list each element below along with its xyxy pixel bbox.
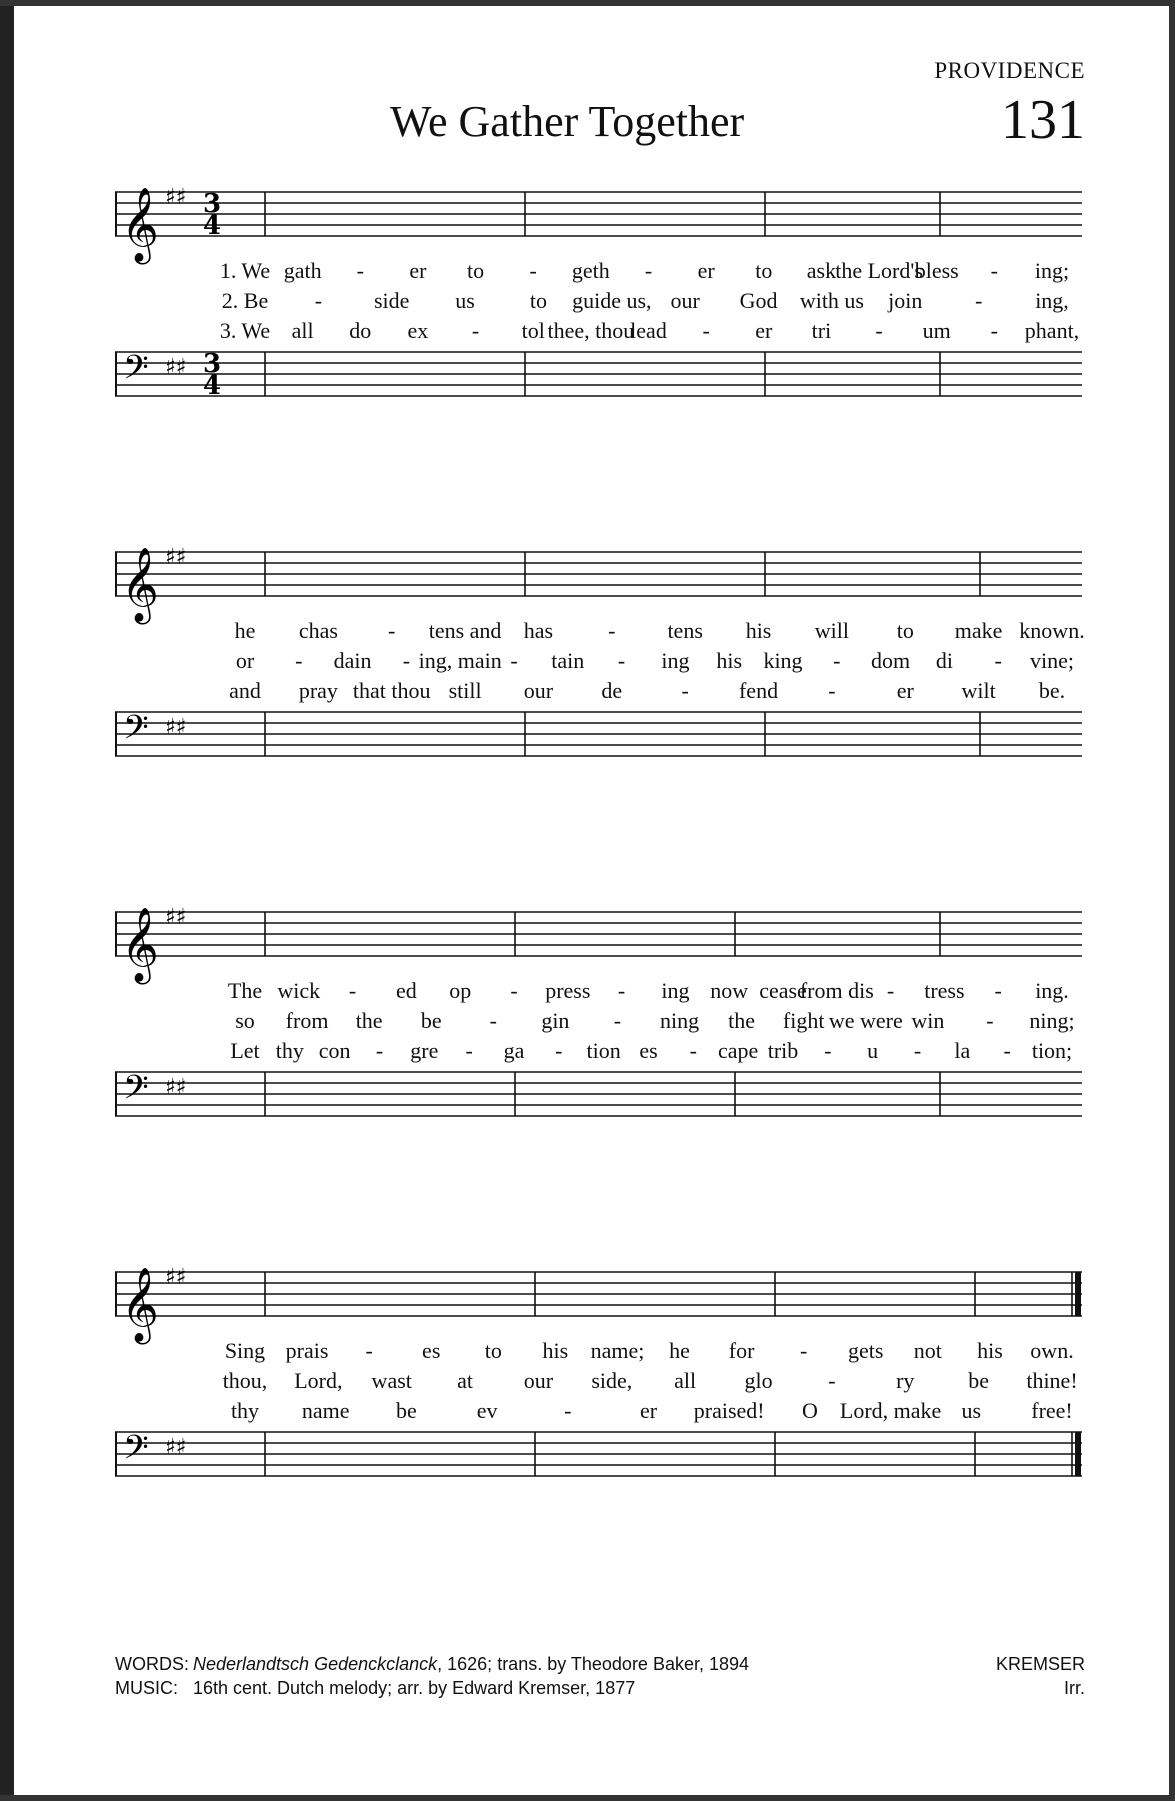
lyric-syllable: -	[702, 318, 710, 343]
final-barline-thick	[1075, 1432, 1081, 1476]
lyric-syllable: bless	[914, 258, 959, 283]
treble-clef-icon: 𝄞	[121, 1268, 159, 1342]
lyric-line-verse-3	[115, 1398, 1082, 1426]
lyric-syllable: -	[375, 1038, 384, 1063]
key-signature-icon: ♯♯	[165, 715, 187, 740]
lyric-syllable: -	[608, 618, 616, 643]
lyric-syllable: to	[755, 258, 773, 283]
time-signature-icon: 3 4	[203, 189, 222, 241]
lyric-syllable: wick	[277, 978, 321, 1003]
lyric-syllable: join	[888, 288, 923, 313]
treble-staff	[115, 1265, 1082, 1345]
key-signature-icon: ♯♯	[165, 905, 187, 930]
lyric-syllable: he	[669, 1338, 690, 1363]
lyric-syllable: es	[422, 1338, 441, 1363]
lyric-syllable: -	[365, 1338, 373, 1363]
lyric-syllable: cape	[718, 1038, 759, 1063]
lyric-line-verse-1	[115, 1338, 1082, 1366]
lyric-syllable: -	[314, 288, 323, 313]
lyric-syllable: known.	[1019, 618, 1085, 643]
key-signature-icon: ♯♯	[165, 185, 187, 210]
key-signature-icon: ♯♯	[165, 545, 187, 570]
lyric-syllable: praised!	[693, 1398, 765, 1423]
lyric-syllable: -	[510, 648, 518, 673]
music-system-1	[115, 180, 1082, 440]
page-edge-top	[0, 0, 1175, 6]
lyric-syllable: to	[529, 288, 548, 313]
lyric-syllable: ning	[659, 1008, 700, 1033]
bass-clef-icon: 𝄢	[123, 1429, 149, 1475]
tune-meter-block	[996, 1652, 1085, 1700]
lyric-syllable: the	[728, 1008, 756, 1033]
lyric-syllable: with us	[799, 288, 864, 313]
lyric-line-verse-1	[115, 618, 1085, 646]
lyric-syllable: tion;	[1031, 1038, 1073, 1063]
music-detail: 16th cent. Dutch melody; arr. by Edward Kremser, 1877	[193, 1678, 636, 1698]
music-system-4	[115, 1260, 1082, 1520]
lyric-syllable: gets	[848, 1338, 884, 1363]
key-signature-icon: ♯♯	[165, 355, 187, 380]
lyric-syllable: his	[542, 1338, 569, 1363]
lyric-syllable: -	[974, 288, 983, 313]
time-signature-icon: 3 4	[203, 349, 222, 401]
lyric-syllable: gre	[410, 1038, 439, 1063]
lyric-line-verse-2	[115, 288, 1082, 316]
lyric-syllable: -	[913, 1038, 922, 1063]
lyric-syllable: -	[510, 978, 518, 1003]
lyric-syllable: er	[639, 1398, 658, 1423]
lyric-syllable: u	[867, 1038, 879, 1063]
lyric-syllable: -	[388, 618, 396, 643]
lyric-syllable: -	[824, 1038, 832, 1063]
music-credit	[115, 1676, 749, 1700]
lyric-syllable: and	[229, 678, 261, 703]
lyric-syllable: be	[420, 1008, 442, 1033]
lyric-syllable: -	[875, 318, 883, 343]
music-system-2	[115, 540, 1085, 800]
lyric-syllable: still	[448, 678, 482, 703]
lyric-syllable: -	[644, 258, 653, 283]
lyric-syllable: -	[986, 1008, 994, 1033]
lyric-syllable: wast	[371, 1368, 412, 1393]
lyric-syllable: tens	[667, 618, 703, 643]
bass-clef-icon: 𝄢	[123, 349, 149, 395]
lyric-syllable: so	[235, 1008, 255, 1033]
lyric-syllable: name;	[590, 1338, 645, 1363]
tune-name-footer: KREMSER	[995, 1654, 1085, 1674]
lyric-syllable: king	[763, 648, 803, 673]
lyric-syllable: -	[689, 1038, 697, 1063]
bass-clef-icon: 𝄢	[123, 709, 149, 755]
lyric-syllable: -	[613, 1008, 622, 1033]
lyric-syllable: um	[922, 318, 951, 343]
lyric-syllable: di	[935, 648, 953, 673]
lyric-syllable: name	[301, 1398, 350, 1423]
lyric-syllable: to	[896, 618, 914, 643]
lyric-syllable: our	[523, 1368, 554, 1393]
lyric-syllable: now	[710, 978, 749, 1003]
music-label: MUSIC:	[115, 1678, 178, 1698]
lyric-syllable: our	[670, 288, 700, 313]
lyric-syllable: Lord, make	[839, 1398, 942, 1423]
tune-name-label: PROVIDENCE	[934, 58, 1085, 83]
lyric-syllable: er	[755, 318, 773, 343]
lyric-syllable: er	[896, 678, 914, 703]
lyric-syllable: from dis	[799, 978, 874, 1003]
lyric-syllable: from	[285, 1008, 329, 1033]
lyric-syllable: -	[529, 258, 537, 283]
hymn-number: 131	[1001, 89, 1085, 151]
words-credit	[115, 1652, 749, 1676]
lyric-syllable: thy	[275, 1038, 304, 1063]
bass-staff	[115, 1069, 1082, 1116]
lyric-syllable: -	[828, 678, 836, 703]
lyric-syllable: ry	[896, 1368, 915, 1393]
lyric-line-verse-3	[115, 1038, 1082, 1066]
lyric-syllable: ing;	[1034, 258, 1070, 283]
lyric-syllable: has	[523, 618, 554, 643]
words-source: Nederlandtsch Gedenckclanck	[193, 1654, 438, 1674]
lyric-syllable: es	[639, 1038, 658, 1063]
lyric-syllable: make	[954, 618, 1003, 643]
lyric-syllable: -	[828, 1368, 836, 1393]
lyric-syllable: ing, main	[418, 648, 502, 673]
lyric-syllable: Let	[230, 1038, 260, 1063]
lyric-line-verse-3	[115, 678, 1082, 706]
lyric-syllable: -	[471, 318, 480, 343]
lyric-syllable: guide us,	[572, 288, 652, 313]
lyric-line-verse-3	[115, 318, 1082, 346]
lyric-syllable: tri	[811, 318, 832, 343]
lyric-syllable: not	[913, 1338, 942, 1363]
lyric-line-verse-2	[115, 1368, 1082, 1396]
treble-clef-icon: 𝄞	[121, 548, 159, 622]
lyric-syllable: -	[990, 318, 999, 343]
lyric-syllable: his	[716, 648, 743, 673]
lyric-line-verse-1	[115, 258, 1082, 286]
lyric-syllable: ing.	[1035, 978, 1069, 1003]
lyric-syllable: tress	[924, 978, 965, 1003]
music-system-3	[115, 900, 1082, 1160]
lyric-syllable: thou,	[222, 1368, 268, 1393]
final-barline-thick	[1075, 1272, 1081, 1316]
lyric-line-verse-1	[115, 978, 1082, 1006]
lyric-syllable: phant,	[1024, 318, 1080, 343]
bass-clef-icon: 𝄢	[123, 1069, 149, 1115]
lyric-syllable: side	[373, 288, 410, 313]
lyric-syllable: -	[489, 1008, 497, 1033]
lyric-syllable: -	[555, 1038, 563, 1063]
lyric-syllable: his	[977, 1338, 1003, 1363]
hymn-credits	[115, 1652, 749, 1700]
lyric-syllable: Sing	[224, 1338, 266, 1363]
lyric-syllable: de	[601, 678, 623, 703]
lyric-syllable: at	[457, 1368, 474, 1393]
lyric-syllable: er	[697, 258, 715, 283]
meter-label: Irr.	[1064, 1678, 1085, 1698]
lyric-syllable: -	[994, 978, 1002, 1003]
lyric-syllable: be.	[1038, 678, 1066, 703]
lyric-syllable: la	[954, 1038, 971, 1063]
key-signature-icon: ♯♯	[165, 1265, 187, 1290]
bass-staff	[115, 1429, 1082, 1476]
lyric-syllable: -	[402, 648, 411, 673]
lyric-syllable: free!	[1031, 1398, 1073, 1423]
lyric-syllable: thee, thou	[547, 318, 635, 343]
lyric-syllable: be	[968, 1368, 990, 1393]
lyric-syllable: 2. Be	[221, 288, 269, 313]
lyric-syllable: tens and	[428, 618, 502, 643]
treble-staff	[115, 545, 1082, 625]
lyric-syllable: do	[349, 318, 372, 343]
words-detail: , 1626; trans. by Theodore Baker, 1894	[437, 1654, 750, 1674]
bass-staff	[115, 709, 1082, 756]
lyric-syllable: -	[800, 1338, 808, 1363]
key-signature-icon: ♯♯	[165, 1435, 187, 1460]
lyric-syllable: con	[318, 1038, 351, 1063]
lyric-syllable: -	[465, 1038, 473, 1063]
lyric-syllable: for	[728, 1338, 755, 1363]
lyric-syllable: fend	[738, 678, 779, 703]
lyric-syllable: to	[484, 1338, 502, 1363]
lyric-syllable: God	[739, 288, 778, 313]
lyric-syllable: ev	[476, 1398, 498, 1423]
lyric-syllable: 1. We	[219, 258, 271, 283]
treble-staff	[115, 185, 1082, 265]
treble-staff	[115, 905, 1082, 985]
lyric-syllable: he	[234, 618, 256, 643]
lyric-syllable: his	[745, 618, 772, 643]
lyric-syllable: -	[681, 678, 689, 703]
treble-clef-icon: 𝄞	[121, 908, 159, 982]
lyric-syllable: ing,	[1035, 288, 1069, 313]
lyric-syllable: er	[409, 258, 427, 283]
lyric-syllable: ing	[661, 978, 690, 1003]
lyric-syllable: lead	[630, 318, 667, 343]
lyric-syllable: ing	[661, 648, 690, 673]
page-edge-bottom	[0, 1795, 1175, 1801]
lyric-syllable: side,	[591, 1368, 633, 1393]
lyric-syllable: The	[227, 978, 263, 1003]
lyric-syllable: thine!	[1026, 1368, 1078, 1393]
lyric-syllable: or	[235, 648, 255, 673]
lyric-syllable: dain	[333, 648, 372, 673]
lyric-syllable: be	[396, 1398, 417, 1423]
lyric-syllable: -	[990, 258, 999, 283]
lyric-syllable: glo	[744, 1368, 773, 1393]
lyric-syllable: we were	[828, 1008, 903, 1033]
lyric-syllable: cease	[759, 978, 807, 1003]
lyric-syllable: gin	[541, 1008, 570, 1033]
lyric-syllable: Lord,	[294, 1368, 343, 1393]
treble-clef-icon: 𝄞	[121, 188, 159, 262]
hymn-title: We Gather Together	[390, 97, 745, 146]
lyric-syllable: tain	[551, 648, 585, 673]
lyric-syllable: -	[886, 978, 895, 1003]
lyric-syllable: that thou	[352, 678, 431, 703]
lyric-syllable: all	[674, 1368, 697, 1393]
lyric-syllable: pray	[298, 678, 338, 703]
lyric-line-verse-2	[115, 1008, 1082, 1036]
lyric-syllable: -	[356, 258, 364, 283]
lyric-syllable: O	[801, 1398, 818, 1423]
lyric-syllable: ga	[503, 1038, 525, 1063]
lyric-syllable: 3. We	[219, 318, 271, 343]
page-edge-left	[0, 0, 14, 1801]
lyric-syllable: -	[564, 1398, 572, 1423]
bass-staff	[115, 349, 1082, 396]
lyric-syllable: own.	[1030, 1338, 1074, 1363]
lyric-line-verse-2	[115, 648, 1082, 676]
lyric-syllable: the Lord's	[835, 258, 923, 283]
lyric-syllable: ning;	[1029, 1008, 1075, 1033]
lyric-syllable: gath	[283, 258, 322, 283]
lyric-syllable: wilt	[961, 678, 996, 703]
lyric-syllable: win	[911, 1008, 945, 1033]
lyric-syllable: trib	[767, 1038, 799, 1063]
lyric-syllable: tol	[521, 318, 545, 343]
page-edge-right	[1169, 0, 1175, 1801]
lyric-syllable: press	[545, 978, 591, 1003]
lyric-syllable: ex	[407, 318, 429, 343]
lyric-syllable: our	[523, 678, 554, 703]
lyric-syllable: will	[814, 618, 850, 643]
lyric-syllable: prais	[285, 1338, 329, 1363]
lyric-syllable: thy	[230, 1398, 260, 1423]
lyric-syllable: -	[348, 978, 357, 1003]
lyric-syllable: chas	[298, 618, 338, 643]
lyric-syllable: us	[961, 1398, 982, 1423]
lyric-syllable: us	[455, 288, 475, 313]
lyric-syllable: -	[833, 648, 841, 673]
lyric-syllable: to	[467, 258, 485, 283]
lyric-syllable: dom	[871, 648, 911, 673]
lyric-syllable: the	[355, 1008, 383, 1033]
lyric-syllable: ask	[806, 258, 837, 283]
lyric-syllable: tion	[586, 1038, 621, 1063]
lyric-syllable: -	[617, 978, 626, 1003]
lyric-syllable: op	[449, 978, 472, 1003]
key-signature-icon: ♯♯	[165, 1075, 187, 1100]
lyric-syllable: -	[617, 648, 626, 673]
lyric-syllable: -	[295, 648, 303, 673]
lyric-syllable: geth	[571, 258, 610, 283]
lyric-syllable: fight	[782, 1008, 825, 1033]
lyric-syllable: -	[994, 648, 1002, 673]
lyric-syllable: -	[1003, 1038, 1011, 1063]
words-label: WORDS:	[115, 1654, 189, 1674]
lyric-syllable: ed	[396, 978, 417, 1003]
lyric-syllable: vine;	[1030, 648, 1074, 673]
lyric-syllable: all	[291, 318, 314, 343]
